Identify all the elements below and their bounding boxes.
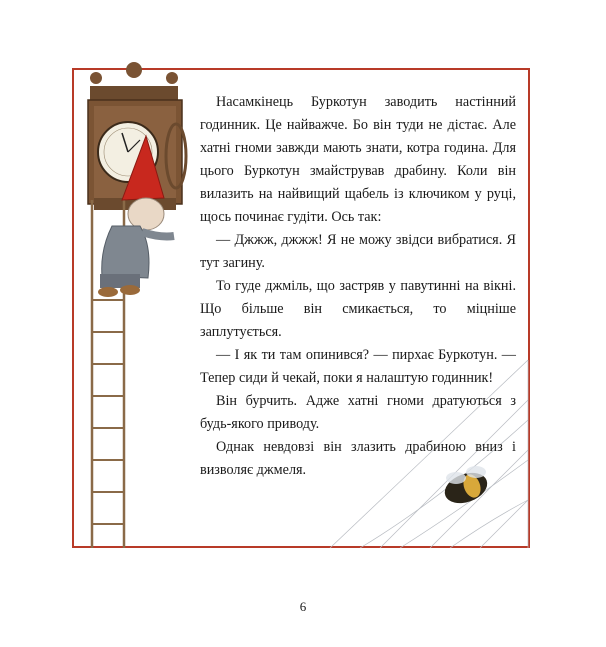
paragraph: Насамкінець Буркотун заводить настінний годинник. Це найважче. Бо він туди не дістає. Але хатні гноми завжди мають знати, котра година. Для цього Буркотун змайстрував драбину. Коли він вилазить на найвищий щабель із ключиком у руці, щось починає гудіти. Ось так:: [200, 94, 516, 225]
paragraph: Він бурчить. Адже хатні гноми дратуються з будь-якого приводу.: [200, 393, 516, 432]
paragraph: То гуде джміль, що застряв у павутинні на вікні. Що більше він смикається, то міцніше заплутується.: [200, 278, 516, 340]
paragraph: — І як ти там опинився? — пирхає Буркотун. — Тепер сиди й чекай, поки я налаштую годинник!: [200, 347, 516, 386]
paragraph: Однак невдовзі він злазить драбиною вниз і визволяє джмеля.: [200, 439, 516, 478]
page-number: 6: [299, 599, 307, 614]
story-text: [200, 91, 516, 482]
paragraph: — Джжж, джжж! Я не можу звідси вибратися. Я тут загину.: [200, 232, 516, 271]
